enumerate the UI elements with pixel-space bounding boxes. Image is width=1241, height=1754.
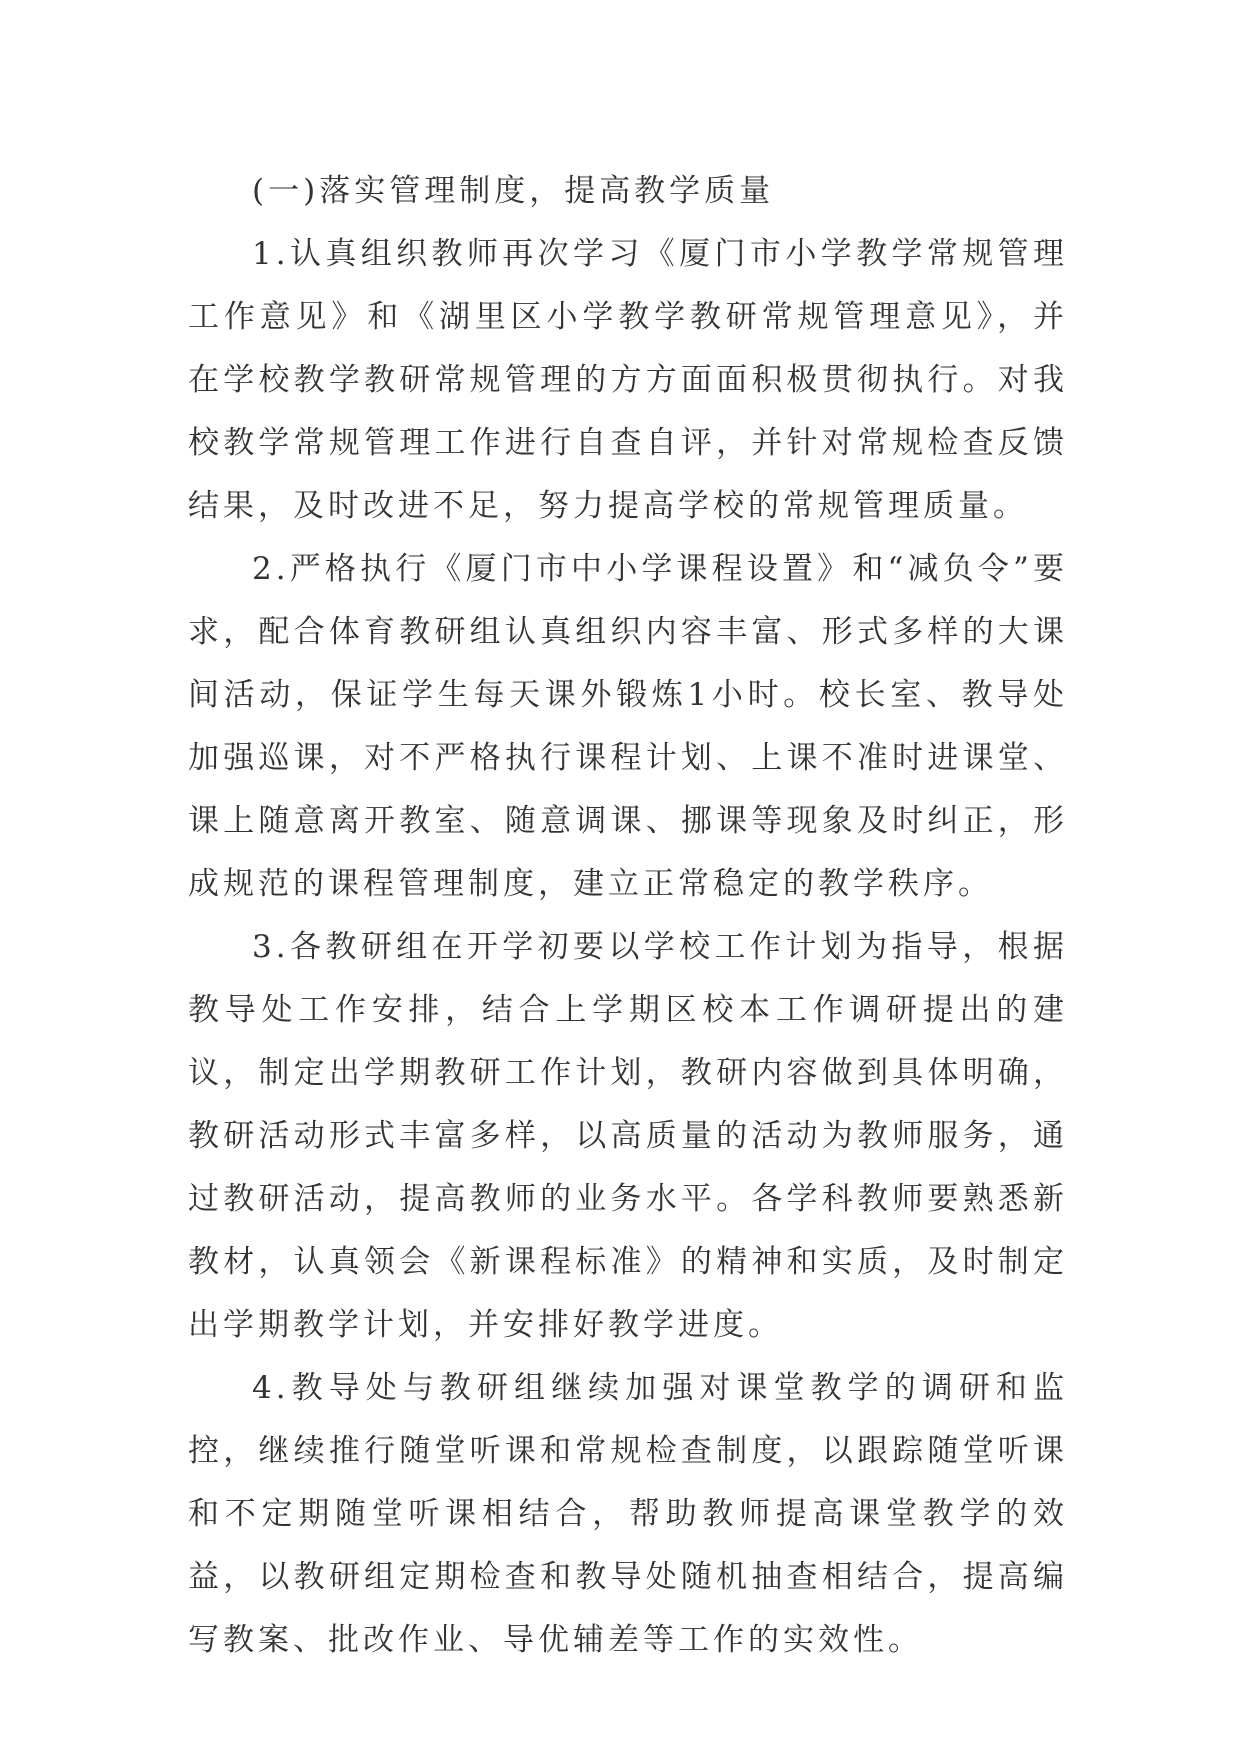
paragraph-2: 2.严格执行《厦门市中小学课程设置》和“减负令”要求，配合体育教研组认真组织内容丰富、形式多样的大课间活动，保证学生每天课外锻炼1小时。校长室、教导处加强巡课，对不严格执行课程计划、上课不准时进课堂、课上随意离开教室、随意调课、挪课等现象及时纠正，形成规范的课程管理制度，建立正常稳定的教学秩序。 <box>188 551 1068 902</box>
paragraph-4: 4.教导处与教研组继续加强对课堂教学的调研和监控，继续推行随堂听课和常规检查制度，以跟踪随堂听课和不定期随堂听课相结合，帮助教师提高课堂教学的效益，以教研组定期检查和教导处随机抽查相结合，提高编写教案、批改作业、导优辅差等工作的实效性。 <box>188 1370 1068 1658</box>
paragraph-3: 3.各教研组在开学初要以学校工作计划为指导，根据教导处工作安排，结合上学期区校本工作调研提出的建议，制定出学期教研工作计划，教研内容做到具体明确，教研活动形式丰富多样，以高质量的活动为教师服务，通过教研活动，提高教师的业务水平。各学科教师要熟悉新教材，认真领会《新课程标准》的精神和实质，及时制定出学期教学计划，并安排好教学进度。 <box>188 929 1068 1343</box>
document-body <box>188 160 1068 1672</box>
paragraph-1: 1.认真组织教师再次学习《厦门市小学教学常规管理工作意见》和《湖里区小学教学教研常规管理意见》，并在学校教学教研常规管理的方方面面积极贯彻执行。对我校教学常规管理工作进行自查自评，并针对常规检查反馈结果，及时改进不足，努力提高学校的常规管理质量。 <box>188 236 1068 524</box>
section-heading: (一)落实管理制度，提高教学质量 <box>252 173 775 209</box>
